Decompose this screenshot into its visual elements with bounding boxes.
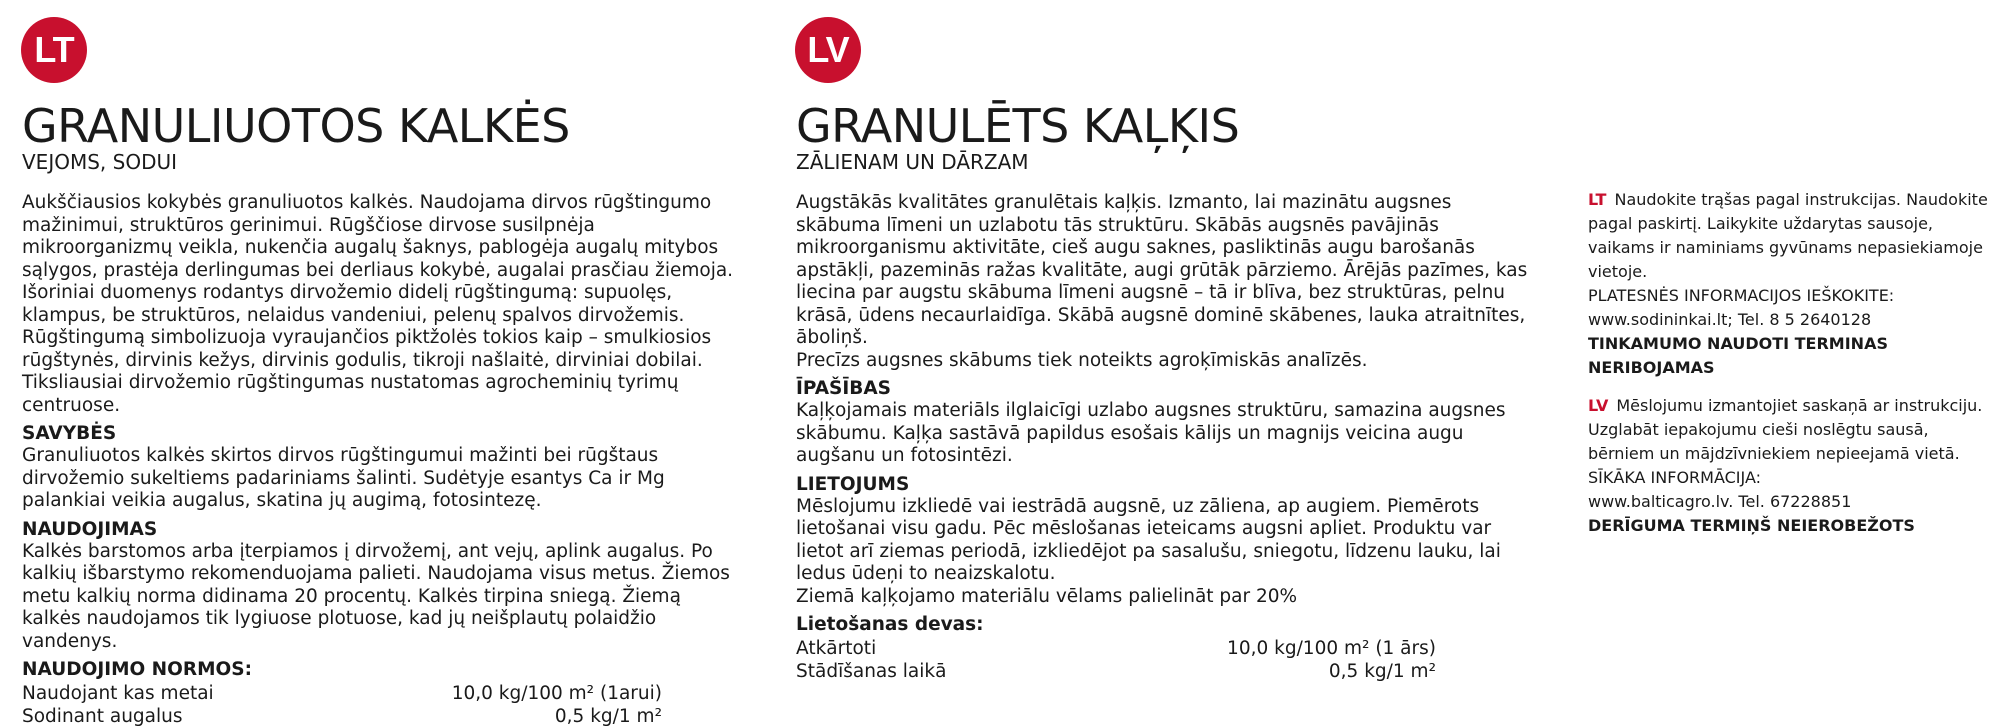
lv-norms-heading: Lietošanas devas: [796, 614, 1531, 636]
lt-column [22, 102, 740, 728]
lt-properties-text: Granuliuotos kalkės skirtos dirvos rūgštingumui mažinti bei rūgštaus dirvožemio sukeltiems padariniams šalinti. Sudėtyje esantys Ca ir Mg palankiai veikia augalus, skatina jų augimą, fotosintezę. [22, 445, 740, 513]
lv-product-title: GRANULĒTS KAĻĶIS [796, 102, 1531, 150]
lv-intro-text: Augstākās kvalitātes granulētais kaļķis. Izmanto, lai mazinātu augsnes skābuma līmeni un uzlabotu tās struktūru. Skābās augsnēs pavājinās mikroorganismu aktivitāte, cieš augu saknes, pasliktinās augu barošanās apstākļi, pazeminās ražas kvalitāte, augi grūtāk pārziemo. Ārējās pazīmes, kas liecina par augstu skābuma līmeni augsnē – tā ir blīva, bez struktūras, pelnu krāsā, ūdens necaurlaidīga. Skābā augsnē dominē skābenes, lauka atraitnītes, āboliņš. [796, 192, 1531, 350]
lt-properties-heading: SAVYBĖS [22, 423, 740, 445]
lt-product-title: GRANULIUOTOS KALKĖS [22, 102, 740, 150]
side-lv-text [1588, 394, 1988, 466]
side-lv-instructions: Mēslojumu izmantojiet saskaņā ar instrukciju. Uzglabāt iepakojumu cieši noslēgtu sausā, bērniem un mājdzīvniekiem nepieejamā vietā. [1588, 396, 1982, 463]
lv-norm-row [796, 638, 1436, 661]
lt-language-badge: LT [21, 17, 87, 83]
side-info-lt [1588, 188, 1988, 380]
lt-intro-text: Aukščiausios kokybės granuliuotos kalkės. Naudojama dirvos rūgštingumo mažinimui, struktūros gerinimui. Rūgščiose dirvose susilpnėja mikroorganizmų veikla, nukenčia augalų šaknys, pablogėja augalų mitybos sąlygos, prastėja derlingumas bei derliaus kokybė, augalai prasčiau žiemoja. Išoriniai duomenys rodantys dirvožemio didelį rūgštingumą: supuolęs, klampus, be struktūros, nelaidus vandeniui, pelenų spalvos dirvožemis. Rūgštingumą simbolizuoja vyraujančios piktžolės tokios kaip – smulkiosios rūgštynės, dirvinis kežys, dirvinis godulis, tikroji našlaitė, dirviniai dobilai. Tiksliausiai dirvožemio rūgštingumas nustatomas agrocheminių tyrimų centruose. [22, 192, 740, 417]
lt-norm-label: Naudojant kas metai [22, 683, 452, 706]
lv-usage-text-2: Ziemā kaļķojamo materiālu vēlams palielināt par 20% [796, 586, 1531, 609]
side-lv-code: LV [1588, 396, 1608, 415]
lv-norm-value: 0,5 kg/1 m² [1329, 661, 1436, 684]
lv-column [796, 102, 1531, 683]
lv-properties-text: Kaļķojamais materiāls ilglaicīgi uzlabo augsnes struktūru, samazina augsnes skābumu. Kaļķa sastāvā papildus esošais kālijs un magnijs veicina augu augšanu un fotosintēzi. [796, 400, 1531, 468]
lv-usage-text: Mēslojumu izkliedē vai iestrādā augsnē, uz zāliena, ap augiem. Piemērots lietošanai visu gadu. Pēc mēslošanas ieteicams augsni apliet. Produktu var lietot arī ziemas periodā, izkliedējot pa sasalušu, sniegotu, līdzenu lauku, lai ledus ūdeņi to neaizskalotu. [796, 496, 1531, 586]
lv-norms-table [796, 638, 1436, 683]
lv-intro-text-2: Precīzs augsnes skābums tiek noteikts agroķīmiskās analīzēs. [796, 350, 1531, 373]
lt-norm-row [22, 683, 662, 706]
lv-properties-heading: ĪPAŠĪBAS [796, 378, 1531, 400]
side-lt-info-label: PLATESNĖS INFORMACIJOS IEŠKOKITE: [1588, 284, 1988, 308]
lt-norm-value: 0,5 kg/1 m² [555, 706, 662, 728]
lt-norm-row [22, 706, 662, 728]
lt-usage-text: Kalkės barstomos arba įterpiamos į dirvožemį, ant vejų, aplink augalus. Po kalkių išbarstymo rekomenduojama palieti. Naudojama visus metus. Žiemos metu kalkių norma didinama 20 procentų. Kalkės tirpina sniegą. Žiemą kalkės naudojamos tik lygiuose plotuose, kad jų neišplautų polaidžio vandenys. [22, 541, 740, 654]
lt-norm-value: 10,0 kg/100 m² (1arui) [452, 683, 662, 706]
lt-usage-heading: NAUDOJIMAS [22, 519, 740, 541]
lt-norm-label: Sodinant augalus [22, 706, 555, 728]
lv-product-subtitle: ZĀLIENAM UN DĀRZAM [796, 150, 1531, 174]
lv-norm-value: 10,0 kg/100 m² (1 ārs) [1227, 638, 1436, 661]
side-info-column [1588, 188, 1988, 552]
lt-product-subtitle: VEJOMS, SODUI [22, 150, 740, 174]
lv-norm-row [796, 661, 1436, 684]
side-lt-code: LT [1588, 190, 1606, 209]
side-lv-term: DERĪGUMA TERMIŅŠ NEIEROBEŽOTS [1588, 514, 1988, 538]
lv-language-badge: LV [795, 17, 861, 83]
lv-norm-label: Atkārtoti [796, 638, 1227, 661]
lt-norms-heading: NAUDOJIMO NORMOS: [22, 659, 740, 681]
side-lt-term: TINKAMUMO NAUDOTI TERMINAS NERIBOJAMAS [1588, 332, 1988, 380]
lv-norm-label: Stādīšanas laikā [796, 661, 1329, 684]
side-info-lv [1588, 394, 1988, 538]
side-lv-contact: www.balticagro.lv. Tel. 67228851 [1588, 490, 1988, 514]
lv-usage-heading: LIETOJUMS [796, 474, 1531, 496]
side-lv-info-label: SĪKĀKA INFORMĀCIJA: [1588, 466, 1988, 490]
side-lt-instructions: Naudokite trąšas pagal instrukcijas. Naudokite pagal paskirtį. Laikykite uždarytas sausoje, vaikams ir naminiams gyvūnams nepasiekiamoje vietoje. [1588, 190, 1988, 281]
side-lt-contact: www.sodininkai.lt; Tel. 8 5 2640128 [1588, 308, 1988, 332]
side-lt-text [1588, 188, 1988, 284]
